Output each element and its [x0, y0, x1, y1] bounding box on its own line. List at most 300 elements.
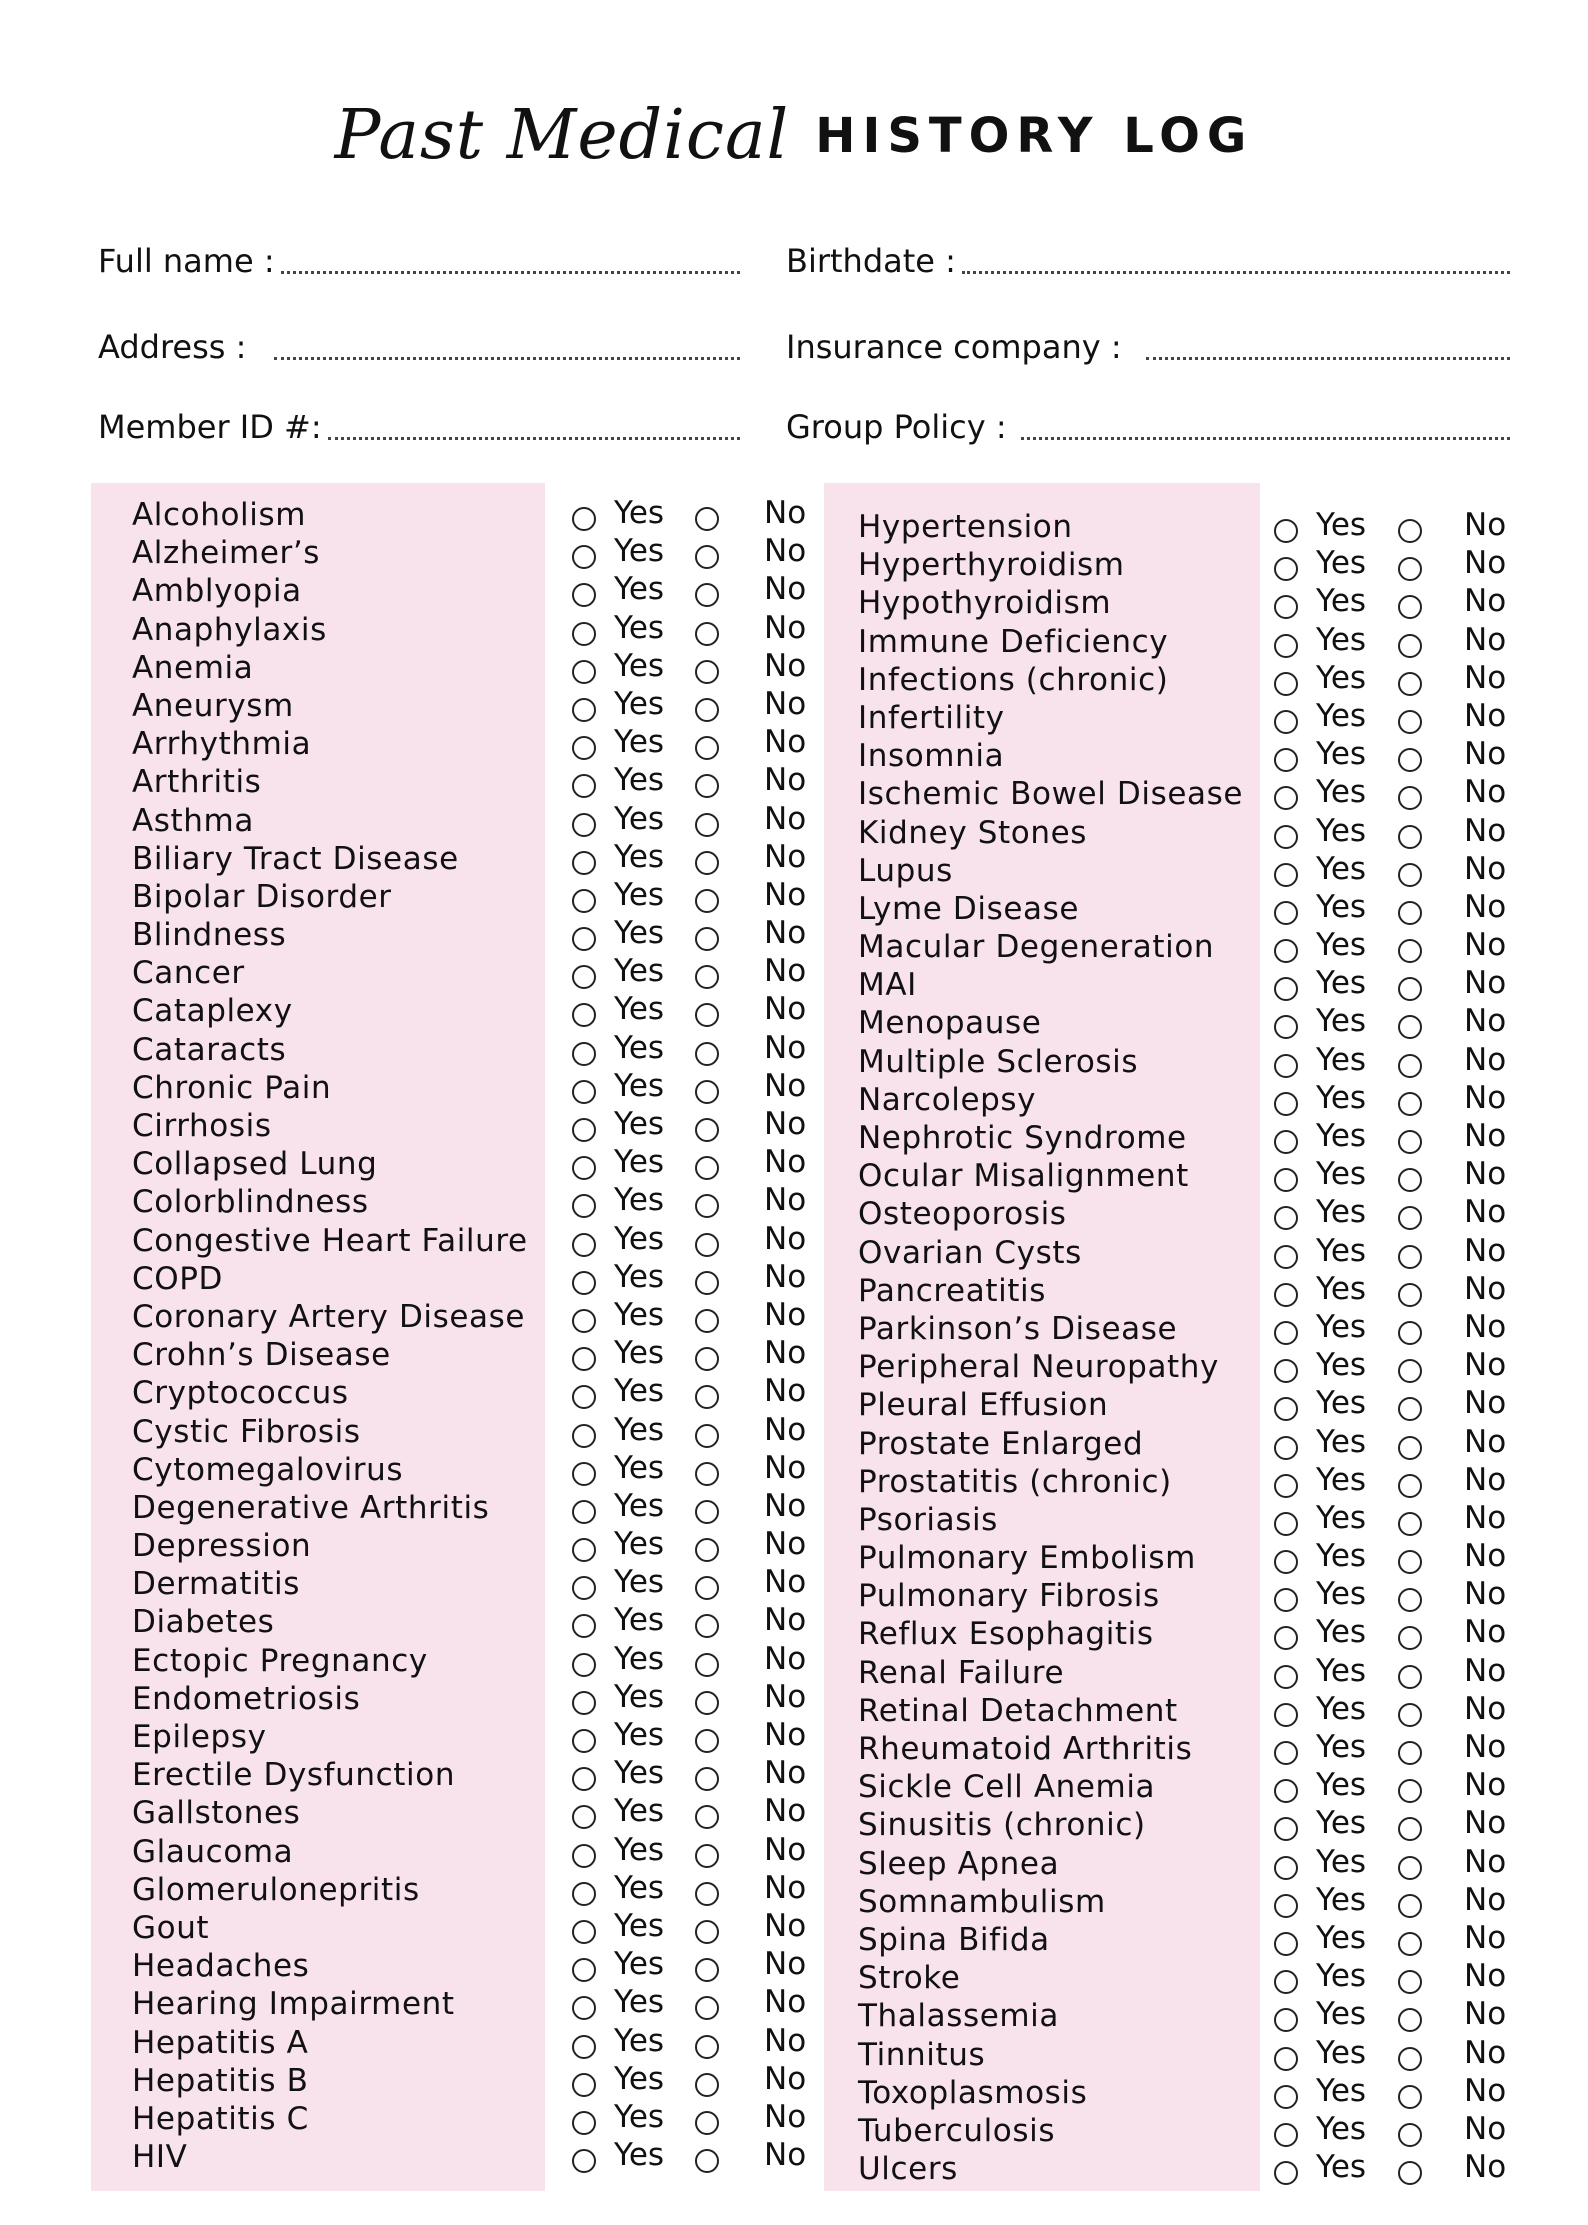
yes-radio[interactable] [572, 1271, 596, 1295]
yes-radio[interactable] [572, 2035, 596, 2059]
condition-name: Collapsed Lung [132, 1146, 378, 1183]
no-radio[interactable] [1398, 2123, 1422, 2147]
condition-name: Parkinson’s Disease [858, 1310, 1178, 1347]
condition-name: Stroke [858, 1960, 961, 1997]
yes-radio[interactable] [1274, 1321, 1298, 1345]
yes-radio[interactable] [1274, 710, 1298, 734]
no-radio[interactable] [695, 1462, 719, 1486]
condition-row [132, 1335, 822, 1377]
no-radio[interactable] [1398, 557, 1422, 581]
no-radio[interactable] [1398, 1168, 1422, 1192]
yes-radio[interactable] [572, 507, 596, 531]
no-radio[interactable] [1398, 901, 1422, 925]
no-radio[interactable] [695, 1844, 719, 1868]
no-label: No [764, 685, 807, 722]
yes-radio[interactable] [1274, 2085, 1298, 2109]
condition-row [858, 1499, 1538, 1542]
no-radio[interactable] [695, 1805, 719, 1829]
yes-radio[interactable] [572, 851, 596, 875]
no-label: No [764, 1946, 807, 1983]
yes-radio[interactable] [1274, 1588, 1298, 1612]
condition-row [858, 2034, 1538, 2077]
no-label: No [1464, 927, 1507, 964]
no-radio[interactable] [695, 507, 719, 531]
condition-name: Bipolar Disorder [132, 878, 392, 915]
condition-row [132, 1984, 822, 2026]
full-name-input[interactable] [281, 271, 740, 274]
yes-radio[interactable] [1274, 1397, 1298, 1421]
no-radio[interactable] [695, 1194, 719, 1218]
yes-radio[interactable] [572, 1653, 596, 1677]
yes-radio[interactable] [572, 1614, 596, 1638]
yes-radio[interactable] [1274, 1779, 1298, 1803]
no-label: No [1464, 1385, 1507, 1422]
no-radio[interactable] [1398, 1359, 1422, 1383]
no-radio[interactable] [1398, 1703, 1422, 1727]
no-radio[interactable] [695, 851, 719, 875]
yes-radio[interactable] [1274, 1474, 1298, 1498]
yes-radio[interactable] [1274, 1436, 1298, 1460]
no-radio[interactable] [1398, 2161, 1422, 2185]
no-radio[interactable] [1398, 595, 1422, 619]
no-radio[interactable] [695, 1576, 719, 1600]
no-label: No [764, 1258, 807, 1295]
yes-radio[interactable] [572, 1844, 596, 1868]
condition-row [132, 685, 822, 728]
no-radio[interactable] [1398, 1817, 1422, 1841]
yes-radio[interactable] [1274, 1245, 1298, 1269]
condition-row [132, 571, 822, 613]
no-radio[interactable] [695, 622, 719, 646]
no-radio[interactable] [1398, 1015, 1422, 1039]
condition-name: Pulmonary Embolism [858, 1540, 1196, 1577]
no-radio[interactable] [1398, 1550, 1422, 1574]
yes-label: Yes [614, 876, 665, 913]
yes-radio[interactable] [572, 1729, 596, 1753]
yes-label: Yes [614, 495, 665, 531]
yes-radio[interactable] [1274, 977, 1298, 1001]
no-radio[interactable] [695, 1118, 719, 1142]
condition-name: Cirrhosis [132, 1108, 272, 1144]
no-label: No [1464, 812, 1507, 849]
yes-radio[interactable] [572, 965, 596, 989]
yes-radio[interactable] [1274, 863, 1298, 887]
no-radio[interactable] [695, 1080, 719, 1104]
condition-name: Biliary Tract Disease [132, 840, 459, 877]
condition-name: Endometriosis [132, 1680, 361, 1717]
yes-radio[interactable] [1274, 1932, 1298, 1956]
yes-radio[interactable] [1274, 595, 1298, 619]
yes-radio[interactable] [572, 1958, 596, 1982]
yes-radio[interactable] [572, 1500, 596, 1524]
no-radio[interactable] [1398, 1245, 1422, 1269]
yes-radio[interactable] [1274, 672, 1298, 696]
no-radio[interactable] [695, 1996, 719, 2020]
no-radio[interactable] [695, 2073, 719, 2097]
condition-row [132, 1296, 822, 1339]
no-radio[interactable] [1398, 825, 1422, 849]
yes-radio[interactable] [572, 1882, 596, 1906]
yes-radio[interactable] [572, 1691, 596, 1715]
condition-name: Hepatitis A [132, 2024, 309, 2061]
yes-radio[interactable] [1274, 1359, 1298, 1383]
yes-radio[interactable] [1274, 1703, 1298, 1727]
condition-name: Rheumatoid Arthritis [858, 1731, 1193, 1767]
no-radio[interactable] [1398, 1894, 1422, 1918]
yes-label: Yes [1316, 1881, 1367, 1918]
birthdate-input[interactable] [962, 271, 1510, 274]
yes-radio[interactable] [572, 1385, 596, 1409]
condition-row [858, 1652, 1538, 1695]
yes-radio[interactable] [1274, 1856, 1298, 1880]
condition-name: Congestive Heart Failure [132, 1222, 528, 1259]
no-radio[interactable] [1398, 634, 1422, 658]
yes-radio[interactable] [1274, 1130, 1298, 1154]
no-radio[interactable] [695, 1538, 719, 1562]
no-radio[interactable] [1398, 1130, 1422, 1154]
no-label: No [764, 915, 807, 952]
no-radio[interactable] [695, 1691, 719, 1715]
no-radio[interactable] [1398, 1741, 1422, 1765]
yes-label: Yes [614, 1106, 665, 1142]
no-radio[interactable] [695, 2111, 719, 2135]
yes-radio[interactable] [572, 545, 596, 569]
no-radio[interactable] [1398, 1436, 1422, 1460]
no-radio[interactable] [695, 1653, 719, 1677]
no-radio[interactable] [1398, 1321, 1422, 1345]
no-label: No [1464, 1003, 1507, 1040]
no-radio[interactable] [695, 965, 719, 989]
yes-radio[interactable] [1274, 519, 1298, 543]
yes-label: Yes [614, 1029, 665, 1066]
no-radio[interactable] [1398, 1665, 1422, 1689]
condition-row [858, 1729, 1538, 1771]
no-radio[interactable] [695, 1271, 719, 1295]
no-radio[interactable] [1398, 1054, 1422, 1078]
no-radio[interactable] [695, 660, 719, 684]
yes-radio[interactable] [572, 889, 596, 913]
no-radio[interactable] [1398, 2008, 1422, 2032]
condition-name: Headaches [132, 1948, 310, 1985]
no-radio[interactable] [1398, 1397, 1422, 1421]
yes-radio[interactable] [1274, 2047, 1298, 2071]
yes-label: Yes [1316, 1385, 1367, 1422]
yes-label: Yes [614, 1640, 665, 1677]
condition-name: Anaphylaxis [132, 611, 327, 648]
yes-label: Yes [614, 1755, 665, 1792]
no-radio[interactable] [695, 1500, 719, 1524]
no-label: No [1464, 1805, 1507, 1842]
yes-radio[interactable] [1274, 1665, 1298, 1689]
no-label: No [1464, 545, 1507, 582]
yes-radio[interactable] [572, 1156, 596, 1180]
yes-radio[interactable] [1274, 1512, 1298, 1536]
yes-label: Yes [1316, 1308, 1367, 1345]
yes-radio[interactable] [572, 1424, 596, 1448]
no-radio[interactable] [1398, 786, 1422, 810]
yes-label: Yes [1316, 1576, 1367, 1613]
condition-name: Glaucoma [132, 1833, 294, 1870]
yes-radio[interactable] [572, 1996, 596, 2020]
no-radio[interactable] [1398, 2047, 1422, 2071]
yes-label: Yes [614, 1907, 665, 1944]
yes-radio[interactable] [572, 1080, 596, 1104]
yes-radio[interactable] [1274, 1092, 1298, 1116]
yes-radio[interactable] [572, 583, 596, 607]
yes-radio[interactable] [572, 1003, 596, 1027]
yes-radio[interactable] [572, 1118, 596, 1142]
yes-radio[interactable] [572, 1347, 596, 1371]
no-radio[interactable] [695, 1920, 719, 1944]
no-radio[interactable] [1398, 977, 1422, 1001]
condition-row [132, 838, 822, 881]
no-radio[interactable] [695, 1309, 719, 1333]
no-radio[interactable] [695, 1729, 719, 1753]
no-label: No [1464, 1194, 1507, 1231]
no-radio[interactable] [1398, 1779, 1422, 1803]
yes-radio[interactable] [1274, 1283, 1298, 1307]
yes-radio[interactable] [572, 698, 596, 722]
condition-name: Diabetes [132, 1604, 275, 1641]
condition-row [858, 697, 1538, 740]
yes-label: Yes [1316, 1958, 1367, 1995]
no-radio[interactable] [695, 1347, 719, 1371]
yes-radio[interactable] [1274, 2161, 1298, 2185]
yes-radio[interactable] [572, 1194, 596, 1218]
yes-radio[interactable] [1274, 1550, 1298, 1574]
yes-radio[interactable] [1274, 1015, 1298, 1039]
no-label: No [764, 1678, 807, 1715]
yes-label: Yes [1316, 1690, 1367, 1727]
condition-name: Prostatitis (chronic) [858, 1463, 1172, 1500]
birthdate-label: Birthdate : [786, 242, 956, 280]
no-label: No [764, 1335, 807, 1372]
yes-radio[interactable] [1274, 825, 1298, 849]
yes-radio[interactable] [1274, 1054, 1298, 1078]
no-radio[interactable] [1398, 1932, 1422, 1956]
no-radio[interactable] [695, 736, 719, 760]
no-radio[interactable] [1398, 1626, 1422, 1650]
yes-radio[interactable] [1274, 1206, 1298, 1230]
no-radio[interactable] [695, 1385, 719, 1409]
condition-row [132, 1602, 822, 1644]
no-radio[interactable] [1398, 939, 1422, 963]
no-label: No [1464, 1843, 1507, 1880]
yes-radio[interactable] [572, 622, 596, 646]
no-radio[interactable] [695, 545, 719, 569]
yes-radio[interactable] [1274, 786, 1298, 810]
no-radio[interactable] [695, 1882, 719, 1906]
yes-label: Yes [614, 2060, 665, 2097]
condition-row [132, 533, 822, 575]
yes-radio[interactable] [572, 1767, 596, 1791]
yes-label: Yes [614, 1411, 665, 1448]
no-radio[interactable] [1398, 1970, 1422, 1994]
condition-name: Ovarian Cysts [858, 1234, 1082, 1271]
yes-radio[interactable] [1274, 1817, 1298, 1841]
yes-label: Yes [1316, 545, 1367, 582]
no-radio[interactable] [1398, 863, 1422, 887]
yes-radio[interactable] [1274, 1970, 1298, 1994]
condition-row [858, 1232, 1538, 1275]
yes-radio[interactable] [572, 774, 596, 798]
yes-label: Yes [614, 1793, 665, 1830]
yes-radio[interactable] [1274, 1168, 1298, 1192]
yes-radio[interactable] [572, 1805, 596, 1829]
yes-radio[interactable] [572, 1576, 596, 1600]
condition-row [858, 621, 1538, 664]
yes-radio[interactable] [1274, 557, 1298, 581]
yes-radio[interactable] [572, 660, 596, 684]
no-radio[interactable] [1398, 1206, 1422, 1230]
yes-radio[interactable] [572, 1462, 596, 1486]
yes-radio[interactable] [1274, 939, 1298, 963]
condition-name: Depression [132, 1528, 312, 1565]
condition-row [132, 953, 822, 995]
no-radio[interactable] [695, 889, 719, 913]
condition-name: Reflux Esophagitis [858, 1616, 1154, 1653]
no-radio[interactable] [695, 1233, 719, 1257]
member-id-label: Member ID #: [98, 408, 322, 446]
yes-radio[interactable] [572, 813, 596, 837]
condition-name: Arthritis [132, 764, 262, 801]
yes-label: Yes [614, 838, 665, 875]
no-radio[interactable] [695, 774, 719, 798]
yes-radio[interactable] [1274, 1626, 1298, 1650]
condition-row [132, 1449, 822, 1492]
conditions-list-left [132, 495, 822, 2179]
no-radio[interactable] [1398, 672, 1422, 696]
group-policy-input[interactable] [1021, 437, 1510, 440]
condition-row [132, 762, 822, 804]
insurance-company-input[interactable] [1146, 357, 1510, 360]
address-input[interactable] [274, 357, 740, 360]
no-radio[interactable] [1398, 1092, 1422, 1116]
no-radio[interactable] [695, 1424, 719, 1448]
no-label: No [764, 1144, 807, 1181]
condition-name: Sleep Apnea [858, 1845, 1060, 1882]
yes-radio[interactable] [572, 1042, 596, 1066]
no-label: No [764, 953, 807, 990]
no-radio[interactable] [695, 698, 719, 722]
condition-row [858, 583, 1538, 625]
no-label: No [764, 1564, 807, 1601]
yes-radio[interactable] [572, 1233, 596, 1257]
no-radio[interactable] [1398, 748, 1422, 772]
yes-label: Yes [1316, 583, 1367, 620]
no-radio[interactable] [1398, 1283, 1422, 1307]
yes-radio[interactable] [572, 2149, 596, 2173]
no-label: No [764, 1793, 807, 1830]
no-radio[interactable] [1398, 2085, 1422, 2109]
no-radio[interactable] [695, 1767, 719, 1791]
no-radio[interactable] [1398, 1588, 1422, 1612]
no-label: No [764, 609, 807, 646]
yes-radio[interactable] [572, 736, 596, 760]
yes-radio[interactable] [1274, 2008, 1298, 2032]
yes-label: Yes [1316, 1461, 1367, 1498]
condition-name: Anemia [132, 649, 254, 686]
yes-label: Yes [614, 991, 665, 1028]
no-label: No [764, 2060, 807, 2097]
condition-name: Renal Failure [858, 1654, 1065, 1691]
condition-name: Tuberculosis [858, 2112, 1056, 2149]
yes-radio[interactable] [572, 1538, 596, 1562]
yes-radio[interactable] [572, 1309, 596, 1333]
no-label: No [764, 1907, 807, 1944]
yes-label: Yes [614, 800, 665, 837]
member-id-input[interactable] [328, 437, 740, 440]
no-label: No [764, 1449, 807, 1486]
yes-radio[interactable] [1274, 1894, 1298, 1918]
no-radio[interactable] [695, 1042, 719, 1066]
no-radio[interactable] [695, 2149, 719, 2173]
condition-name: Asthma [132, 802, 254, 839]
no-radio[interactable] [695, 813, 719, 837]
condition-name: Cryptococcus [132, 1375, 349, 1412]
condition-name: Immune Deficiency [858, 623, 1169, 660]
yes-radio[interactable] [1274, 1741, 1298, 1765]
no-label: No [1464, 1576, 1507, 1613]
yes-label: Yes [614, 1258, 665, 1295]
condition-name: Lupus [858, 852, 953, 889]
condition-row [858, 1576, 1538, 1618]
yes-radio[interactable] [1274, 901, 1298, 925]
no-label: No [1464, 507, 1507, 543]
yes-radio[interactable] [1274, 634, 1298, 658]
no-radio[interactable] [1398, 1512, 1422, 1536]
condition-row [132, 495, 822, 537]
no-label: No [1464, 1308, 1507, 1345]
no-radio[interactable] [1398, 1474, 1422, 1498]
yes-radio[interactable] [572, 2073, 596, 2097]
yes-label: Yes [1316, 1003, 1367, 1040]
no-radio[interactable] [1398, 710, 1422, 734]
no-radio[interactable] [695, 1614, 719, 1638]
no-radio[interactable] [1398, 519, 1422, 543]
condition-name: Cytomegalovirus [132, 1451, 404, 1488]
no-label: No [1464, 888, 1507, 925]
no-radio[interactable] [1398, 1856, 1422, 1880]
no-label: No [764, 571, 807, 608]
yes-radio[interactable] [1274, 748, 1298, 772]
no-radio[interactable] [695, 583, 719, 607]
no-radio[interactable] [695, 927, 719, 951]
yes-radio[interactable] [1274, 2123, 1298, 2147]
yes-radio[interactable] [572, 2111, 596, 2135]
no-radio[interactable] [695, 1003, 719, 1027]
no-label: No [1464, 2110, 1507, 2147]
no-label: No [1464, 736, 1507, 773]
no-label: No [1464, 1652, 1507, 1689]
no-label: No [1464, 1958, 1507, 1995]
condition-name: Alcoholism [132, 497, 307, 533]
condition-name: Ocular Misalignment [858, 1158, 1189, 1195]
condition-row [858, 1079, 1538, 1122]
no-label: No [1464, 774, 1507, 811]
no-radio[interactable] [695, 1156, 719, 1180]
no-radio[interactable] [695, 1958, 719, 1982]
no-radio[interactable] [695, 2035, 719, 2059]
no-label: No [1464, 1881, 1507, 1918]
no-label: No [764, 1029, 807, 1066]
group-policy-field [786, 402, 1510, 446]
no-label: No [1464, 1499, 1507, 1536]
yes-radio[interactable] [572, 927, 596, 951]
yes-label: Yes [1316, 774, 1367, 811]
yes-radio[interactable] [572, 1920, 596, 1944]
no-label: No [764, 1220, 807, 1257]
